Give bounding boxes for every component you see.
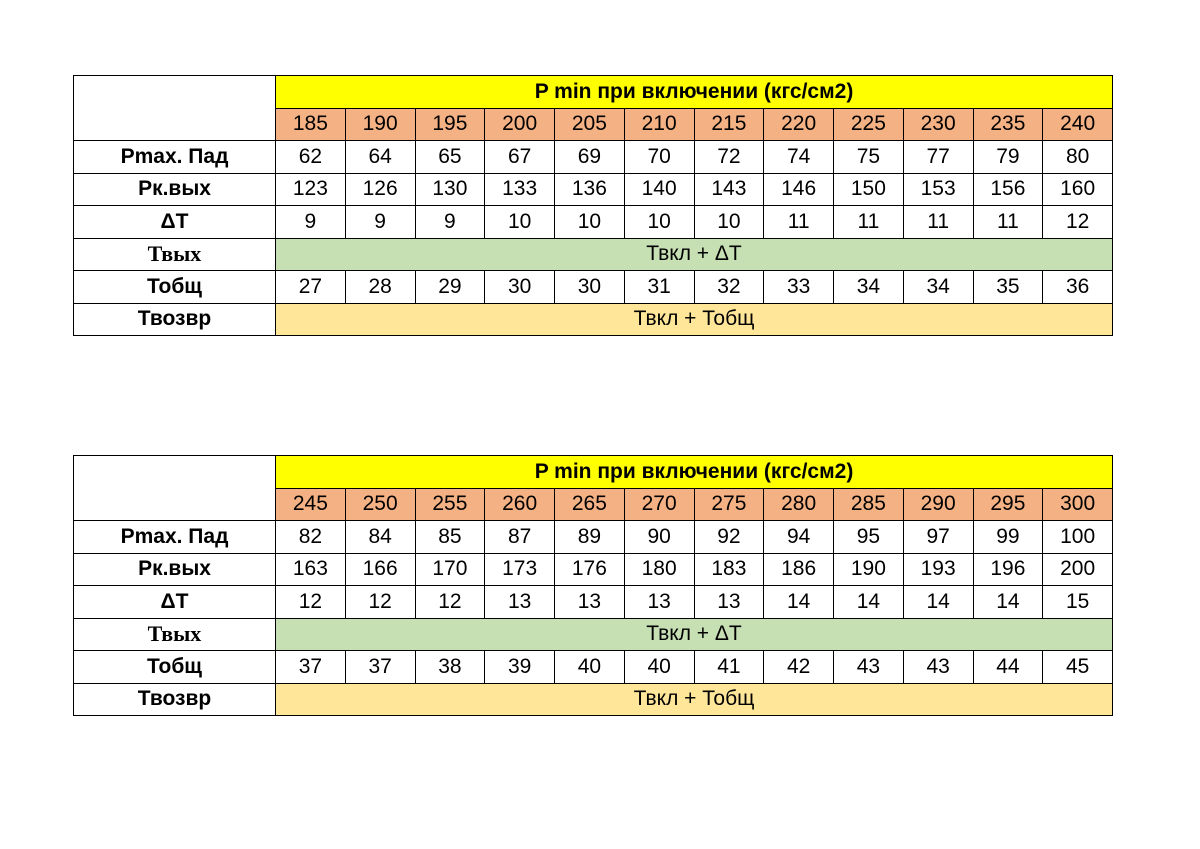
data-cell: 11 [764,206,834,239]
p-value-cell: 270 [624,488,694,521]
data-cell: 90 [624,521,694,554]
data-cell: 64 [345,141,415,174]
data-cell: 70 [624,141,694,174]
data-cell: 126 [345,173,415,206]
data-cell: 183 [694,553,764,586]
p-value-cell: 235 [973,108,1043,141]
data-cell: 11 [973,206,1043,239]
row-label-tobsh: Тобщ [74,651,276,684]
data-cell: 14 [764,586,834,619]
row-label-tvozvr: Твозвр [74,303,276,336]
data-cell: 9 [415,206,485,239]
data-cell: 166 [345,553,415,586]
data-cell: 146 [764,173,834,206]
p-value-cell: 300 [1043,488,1113,521]
data-cell: 34 [903,271,973,304]
data-cell: 140 [624,173,694,206]
data-cell: 37 [345,651,415,684]
data-cell: 87 [485,521,555,554]
p-value-cell: 185 [276,108,346,141]
data-cell: 186 [764,553,834,586]
data-cell: 77 [903,141,973,174]
table-row-tvyh [74,238,1113,271]
data-cell: 200 [1043,553,1113,586]
formula-cell-tvozvr: Твкл + Тобщ [276,683,1113,716]
data-cell: 75 [834,141,904,174]
data-cell: 13 [555,586,625,619]
table-row-tvyh [74,618,1113,651]
data-cell: 9 [276,206,346,239]
data-cell: 163 [276,553,346,586]
p-value-cell: 220 [764,108,834,141]
data-cell: 40 [555,651,625,684]
data-cell: 173 [485,553,555,586]
data-cell: 176 [555,553,625,586]
row-label-tvyh: Твых [74,618,276,651]
corner-cell [74,76,276,141]
row-label-tvozvr: Твозвр [74,683,276,716]
p-value-cell: 275 [694,488,764,521]
p-value-cell: 195 [415,108,485,141]
data-cell: 33 [764,271,834,304]
data-cell: 94 [764,521,834,554]
data-cell: 150 [834,173,904,206]
data-cell: 156 [973,173,1043,206]
data-cell: 100 [1043,521,1113,554]
data-cell: 31 [624,271,694,304]
row-label-pk: Рк.вых [74,553,276,586]
table-row-dt [74,206,1113,239]
data-cell: 180 [624,553,694,586]
data-cell: 99 [973,521,1043,554]
table-row-tobsh [74,651,1113,684]
p-value-cell: 225 [834,108,904,141]
data-cell: 42 [764,651,834,684]
row-label-pk: Рк.вых [74,173,276,206]
data-cell: 82 [276,521,346,554]
table-row-tvozvr [74,683,1113,716]
p-value-cell: 290 [903,488,973,521]
p-value-cell: 260 [485,488,555,521]
p-value-cell: 190 [345,108,415,141]
data-cell: 14 [834,586,904,619]
data-cell: 12 [276,586,346,619]
data-cell: 193 [903,553,973,586]
data-cell: 95 [834,521,904,554]
data-cell: 133 [485,173,555,206]
p-value-cell: 240 [1043,108,1113,141]
row-label-tvyh: Твых [74,238,276,271]
row-label-dt: ΔТ [74,206,276,239]
p-value-cell: 210 [624,108,694,141]
data-cell: 196 [973,553,1043,586]
data-cell: 67 [485,141,555,174]
data-cell: 44 [973,651,1043,684]
row-label-dt: ΔТ [74,586,276,619]
data-cell: 15 [1043,586,1113,619]
data-cell: 27 [276,271,346,304]
data-cell: 45 [1043,651,1113,684]
data-cell: 43 [834,651,904,684]
table-title: P min при включении (кгс/см2) [276,456,1113,489]
table-row-pmax [74,141,1113,174]
p-value-cell: 280 [764,488,834,521]
pressure-table-1 [73,75,1113,336]
data-cell: 65 [415,141,485,174]
p-value-cell: 200 [485,108,555,141]
data-cell: 10 [694,206,764,239]
data-cell: 38 [415,651,485,684]
p-value-cell: 230 [903,108,973,141]
formula-cell-tvyh: Твкл + ΔТ [276,618,1113,651]
data-cell: 92 [694,521,764,554]
data-cell: 10 [555,206,625,239]
data-cell: 39 [485,651,555,684]
data-cell: 34 [834,271,904,304]
data-cell: 43 [903,651,973,684]
pressure-table-2 [73,455,1113,716]
data-cell: 11 [903,206,973,239]
data-cell: 79 [973,141,1043,174]
data-cell: 12 [345,586,415,619]
p-value-cell: 215 [694,108,764,141]
data-cell: 30 [555,271,625,304]
data-cell: 41 [694,651,764,684]
data-cell: 12 [415,586,485,619]
p-value-cell: 295 [973,488,1043,521]
data-cell: 80 [1043,141,1113,174]
table-row-pk [74,553,1113,586]
row-label-pmax: Pmax. Пад [74,521,276,554]
data-cell: 11 [834,206,904,239]
data-cell: 30 [485,271,555,304]
p-value-cell: 250 [345,488,415,521]
data-cell: 29 [415,271,485,304]
data-cell: 10 [624,206,694,239]
p-value-cell: 245 [276,488,346,521]
data-cell: 190 [834,553,904,586]
data-cell: 130 [415,173,485,206]
data-cell: 12 [1043,206,1113,239]
data-cell: 9 [345,206,415,239]
corner-cell [74,456,276,521]
data-cell: 14 [903,586,973,619]
data-cell: 170 [415,553,485,586]
data-cell: 85 [415,521,485,554]
table-row-tobsh [74,271,1113,304]
data-cell: 84 [345,521,415,554]
p-value-cell: 205 [555,108,625,141]
data-cell: 32 [694,271,764,304]
data-cell: 37 [276,651,346,684]
table-row-dt [74,586,1113,619]
data-cell: 69 [555,141,625,174]
data-cell: 10 [485,206,555,239]
data-cell: 153 [903,173,973,206]
formula-cell-tvyh: Твкл + ΔТ [276,238,1113,271]
p-value-cell: 255 [415,488,485,521]
data-cell: 74 [764,141,834,174]
data-cell: 72 [694,141,764,174]
data-cell: 143 [694,173,764,206]
p-value-cell: 265 [555,488,625,521]
data-cell: 89 [555,521,625,554]
data-cell: 123 [276,173,346,206]
row-label-tobsh: Тобщ [74,271,276,304]
data-cell: 14 [973,586,1043,619]
data-cell: 13 [624,586,694,619]
data-cell: 97 [903,521,973,554]
data-cell: 35 [973,271,1043,304]
data-cell: 62 [276,141,346,174]
table-row-pmax [74,521,1113,554]
p-value-cell: 285 [834,488,904,521]
data-cell: 136 [555,173,625,206]
row-label-pmax: Pmax. Пад [74,141,276,174]
data-cell: 40 [624,651,694,684]
data-cell: 160 [1043,173,1113,206]
data-cell: 36 [1043,271,1113,304]
formula-cell-tvozvr: Твкл + Тобщ [276,303,1113,336]
data-cell: 13 [694,586,764,619]
data-cell: 28 [345,271,415,304]
table-title: P min при включении (кгс/см2) [276,76,1113,109]
data-cell: 13 [485,586,555,619]
table-row-tvozvr [74,303,1113,336]
table-row-pk [74,173,1113,206]
